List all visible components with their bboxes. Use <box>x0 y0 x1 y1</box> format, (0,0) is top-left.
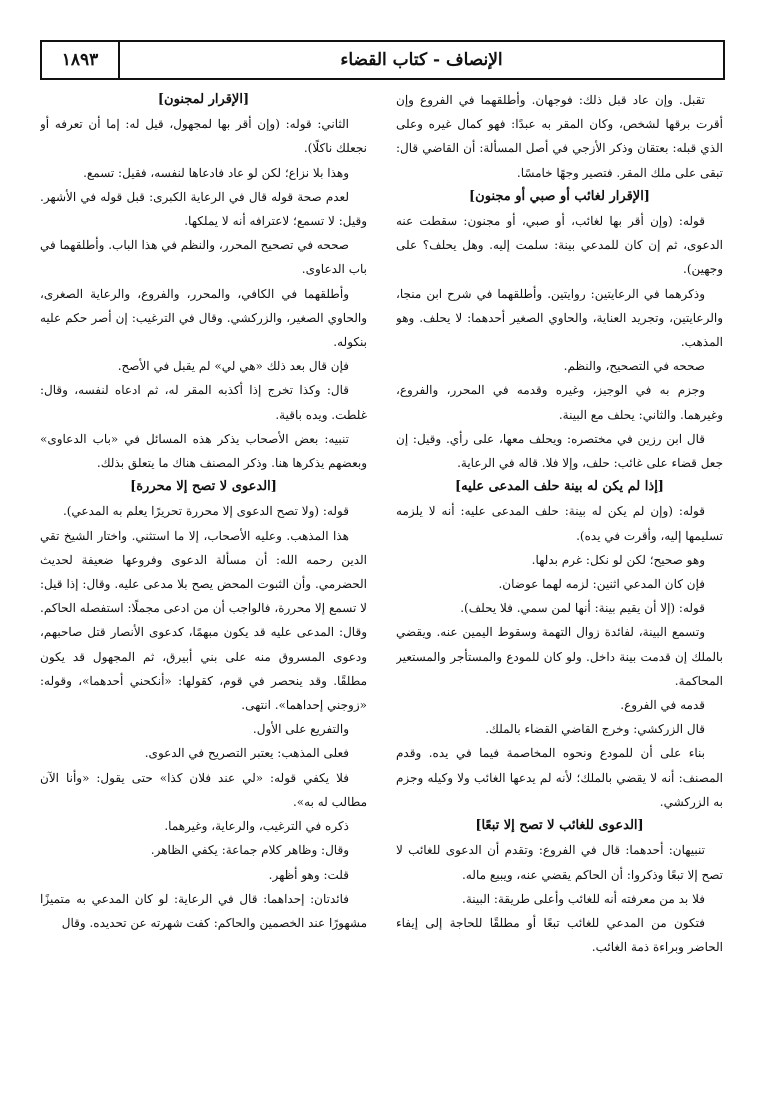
paragraph: وذكرهما في الرعايتين: روايتين. وأطلقهما في شرح ابن منجا، والرعايتين، وتجريد العناية، والحاوي الصغير أحدهما: لا يحلف. وهو المذهب. <box>396 286 723 350</box>
paragraph: وقال: وظاهر كلام جماعة: يكفي الظاهر. <box>150 843 349 858</box>
paragraph: وهذا بلا نزاع؛ لكن لو عاد فادعاها لنفسه، فقيل: تسمع. <box>83 165 349 180</box>
paragraph: قدمه في الفروع. <box>620 698 705 713</box>
paragraph: صححه في تصحيح المحرر، والنظم في هذا الباب. وأطلقهما في باب الدعاوى. <box>40 238 367 277</box>
paragraph: فلا بد من معرفته أنه للغائب وأعلى طريقة: البينة. <box>462 891 705 906</box>
paragraph: وجزم به في الوجيز، وغيره وقدمه في المحرر، والفروع، وغيرهما. والثاني: يحلف مع البينة. <box>396 383 723 422</box>
paragraph: فلا يكفي قوله: «لي عند فلان كذا» حتى يقول: «وأنا الآن مطالب له به». <box>40 770 367 809</box>
section-heading: [الدعوى للغائب لا تصح إلا تبعًا] <box>475 818 644 834</box>
running-header <box>40 40 725 80</box>
paragraph: قوله: (وإن أقر بها لغائب، أو صبي، أو مجنون: سقطت عنه الدعوى، ثم إن كان للمدعي بينة: سلمت إليه. وهل يحلف؟ على وجهين). <box>396 214 723 277</box>
paragraph: قوله: (إلا أن يقيم بينة: أنها لمن سمي. فلا يحلف). <box>460 601 705 616</box>
paragraph: والتفريع على الأول. <box>252 722 349 737</box>
page-number: ١٨٩٣ <box>42 42 120 78</box>
paragraph: قال الزركشي: وخرج القاضي القضاء بالملك. <box>485 722 705 737</box>
paragraph: وتسمع البينة، لفائدة زوال التهمة وسقوط اليمين عنه. ويقضي بالملك إن قدمت بينة داخل. ولو كان للمودع والمستأجر والمستعير المحاكمة. <box>396 625 723 688</box>
paragraph: هذا المذهب. وعليه الأصحاب، إلا ما استثني. واختار الشيخ تقي الدين رحمه الله: أن مسألة الدعوى وفروعها ضعيفة لحديث الحضرمي. وأن الثبوت المحض يصح بلا مدعى عليه. وقال: إذا قيل: لا تسمع إلا محررة، فالواجب أن من ادعى مجملًا: استفصله الحاكم. وقال: المدعى عليه قد يكون مبهمًا، كدعوى الأنصار قتل صاحبهم، ودعوى المسروق منه على بني أبيرق، ثم المجهول قد يكون مطلقًا. وقد ينحصر في قوم، كقولها: «أنكحني أحدهما»، وقوله: «زوجني إحداهما». انتهى. <box>40 528 367 713</box>
section-heading: [الإقرار لمجنون] <box>157 92 250 107</box>
paragraph: لعدم صحة قوله قال في الرعاية الكبرى: قبل قوله في الأشهر. وقيل: لا تسمع؛ لاعترافه أنه لا يملكها. <box>40 189 367 229</box>
left-column <box>40 88 367 1088</box>
section-heading: [الدعوى لا تصح إلا محررة] <box>130 479 277 495</box>
paragraph: قلت: وهو أظهر. <box>268 867 349 882</box>
paragraph: فعلى المذهب: يعتبر التصريح في الدعوى. <box>144 746 349 761</box>
paragraph: تنبيهان: أحدهما: قال في الفروع: وتقدم أن الدعوى للغائب لا تصح إلا تبعًا وذكروا: أن الحاكم يقضي عنه، ويبيع ماله. <box>396 843 723 882</box>
paragraph: وهو صحيح؛ لكن لو نكل: غرم بدلها. <box>531 552 705 567</box>
book-page <box>40 40 725 1090</box>
paragraph: فتكون من المدعي للغائب تبعًا أو مطلقًا للحاجة إلى إيفاء الحاضر وبراءة ذمة الغائب. <box>396 915 723 955</box>
paragraph: قوله: (ولا تصح الدعوى إلا محررة تحريرًا يعلم به المدعي). <box>62 504 349 519</box>
paragraph: تقبل. وإن عاد قبل ذلك: فوجهان. وأطلقهما في الفروع وإن أقرت برقها لشخص، وكان المقر به عبدًا: فهو كمال غيره وعلى الذي قبله: بعتقان وذكر الأزجي في أصل المسألة: أن القاضي قال: تبقى على ملك المقر. فتصير وجهًا خامسًا. <box>396 93 723 180</box>
paragraph: تنبيه: بعض الأصحاب يذكر هذه المسائل في «باب الدعاوى» وبعضهم يذكرها هنا. وذكر المصنف هناك ما يتعلق بذلك. <box>40 431 367 471</box>
paragraph: قوله: (وإن لم يكن له بينة: حلف المدعى عليه: أنه لا يلزمه تسليمها إليه، وأقرت في يده). <box>396 504 723 543</box>
paragraph: فائدتان: إحداهما: قال في الرعاية: لو كان المدعي به متميزًا مشهورًا عند الخصمين والحاكم: كفت شهرته عن تحديده. وقال <box>40 891 367 930</box>
paragraph: قال: وكذا تخرج إذا أكذبه المقر له، ثم ادعاه لنفسه، وقال: غلطت. ويده باقية. <box>40 383 367 422</box>
paragraph: صححه في التصحيح، والنظم. <box>563 359 705 374</box>
paragraph: فإن كان المدعي اثنين: لزمه لهما عوضان. <box>498 577 705 592</box>
header-title: الإنصاف - كتاب القضاء <box>340 50 503 70</box>
section-heading: [إذا لم يكن له بينة حلف المدعى عليه] <box>455 479 664 495</box>
paragraph: الثاني: قوله: (وإن أقر بها لمجهول، قيل له: إما أن تعرفه أو نجعلك ناكلًا). <box>40 117 367 156</box>
paragraph: وأطلقهما في الكافي، والمحرر، والفروع، والرعاية الصغرى، والحاوي الصغير، والزركشي. وقال في الترغيب: إن أصر حكم عليه بنكوله. <box>40 286 367 350</box>
section-heading: [الإقرار لغائب أو صبي أو مجنون] <box>469 188 650 204</box>
paragraph: قال ابن رزين في مختصره: ويحلف معها، على رأي. وقيل: إن جعل قضاء على غائب: حلف، وإلا فلا. قاله في الرعاية. <box>396 431 723 471</box>
paragraph: بناء على أن للمودع ونحوه المخاصمة فيما في يده. وقدم المصنف: أنه لا يقضي بالملك؛ لأنه لم يدعها الغائب ولا وكيله وجزم به الزركشي. <box>396 746 723 809</box>
paragraph: فإن قال بعد ذلك «هي لي» لم يقبل في الأصح. <box>117 359 349 374</box>
right-column <box>396 88 723 1088</box>
paragraph: ذكره في الترغيب، والرعاية، وغيرهما. <box>164 819 349 834</box>
